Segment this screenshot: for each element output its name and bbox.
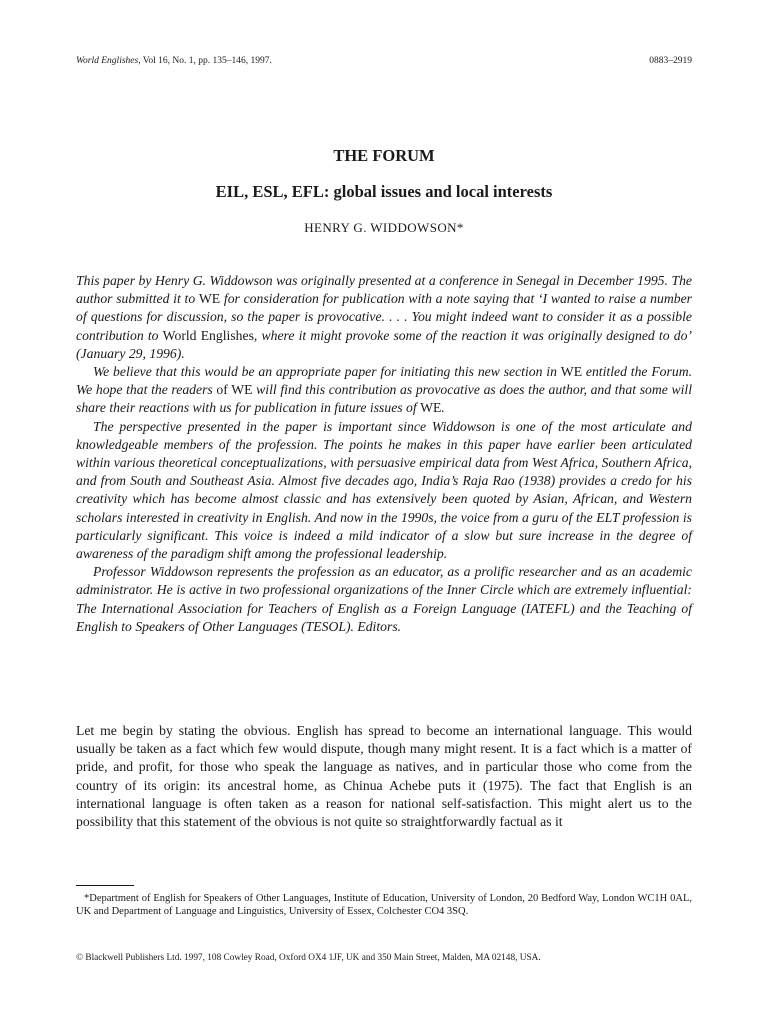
journal-name: World Englishes (76, 56, 139, 66)
text-run: will find this contribution as provocative as does the author, and that some will share their reactions with us for publication in future issues of (76, 382, 693, 416)
editorial-paragraph-4: Professor Widdowson represents the profession as an educator, as a prolific researcher and as an academic administrator. He is active in two professional organizations of the Inner Circle which are extremely influential: The International Association for Teachers of English as a Foreign Language (IATEFL) and the Teaching of English to Speakers of Other Languages (TESOL). Editors. (76, 564, 692, 634)
body-paragraph-1: Let me begin by stating the obvious. English has spread to become an international language. This would usually be taken as a fact which few would dispute, though many might resent. It is a fact which is a matter of pride, and profit, for those who speak the language as natives, and in particular those who come from the country of its origin: its ancestral home, as Chinua Achebe puts it (1975). The fact that English is an international language is often taken as a reason for national self-satisfaction. This might alert us to the possibility that this statement of the obvious is not quite so straightforwardly factual as it (76, 723, 692, 830)
journal-abbrev: WE (420, 400, 442, 416)
text-run: We believe that this would be an appropriate paper for initiating this new section in (93, 364, 561, 380)
body-text (76, 722, 692, 831)
issn: 0883–2919 (649, 56, 692, 66)
journal-title: World Englishes (162, 327, 254, 343)
editorial-paragraph-1 (76, 272, 692, 363)
text-run: , where it might provoke some of the reaction it was originally designed to do’ (January 29, 1996). (76, 327, 692, 361)
paper-title: EIL, ESL, EFL: global issues and local interests (215, 182, 553, 201)
journal-citation: , Vol 16, No. 1, pp. 135–146, 1997. (138, 56, 272, 66)
footnote (76, 893, 692, 918)
journal-abbrev: WE (198, 291, 221, 307)
citation-line (76, 55, 272, 67)
text-run: entitled the Forum. We hope that the readers (76, 364, 693, 398)
section-title: THE FORUM (333, 146, 435, 165)
footnote-rule (76, 885, 134, 886)
copyright-line: © Blackwell Publishers Ltd. 1997, 108 Cowley Road, Oxford OX4 1JF, UK and 350 Main Street, Malden, MA 02148, USA. (76, 953, 541, 963)
journal-abbrev: of WE (216, 382, 253, 398)
text-run: for consideration for publication with a note saying that ‘I wanted to raise a number of questions for discussion, so the paper is provocative. . . . You might indeed want to consider it as a possible contribution to (76, 291, 692, 343)
editorial-paragraph-2 (76, 363, 692, 418)
editorial-paragraph-3: The perspective presented in the paper is important since Widdowson is one of the most articulate and knowledgeable members of the profession. The points he makes in this paper have earlier been articulated within various theoretical conceptualizations, with persuasive empirical data from West Africa, Southern Africa, and from South and Southeast Asia. Almost five decades ago, India’s Raja Rao (1938) provides a credo for his creativity which has become almost classic and has extensively been quoted by Asian, African, and Western scholars interested in creativity in English. And now in the 1990s, the voice from a guru of the ELT profession is particularly significant. This voice is indeed a mild indicator of a slow but sure increase in the degree of awareness of the paradigm shift among the professional leadership. (76, 418, 692, 562)
text-run: This paper by Henry G. Widdowson was originally presented at a conference in Senegal in December 1995. The author submitted it to (76, 273, 692, 307)
editorial-note (76, 272, 692, 636)
author-name: HENRY G. WIDDOWSON* (304, 220, 464, 235)
journal-abbrev: WE (560, 364, 583, 380)
footnote-text: *Department of English for Speakers of Other Languages, Institute of Education, University of London, 20 Bedford Way, London WC1H 0AL, UK and Department of Language and Linguistics, University of Essex, Colchester CO4 3SQ. (76, 893, 692, 917)
text-run: . (441, 400, 445, 416)
running-head (76, 55, 692, 67)
